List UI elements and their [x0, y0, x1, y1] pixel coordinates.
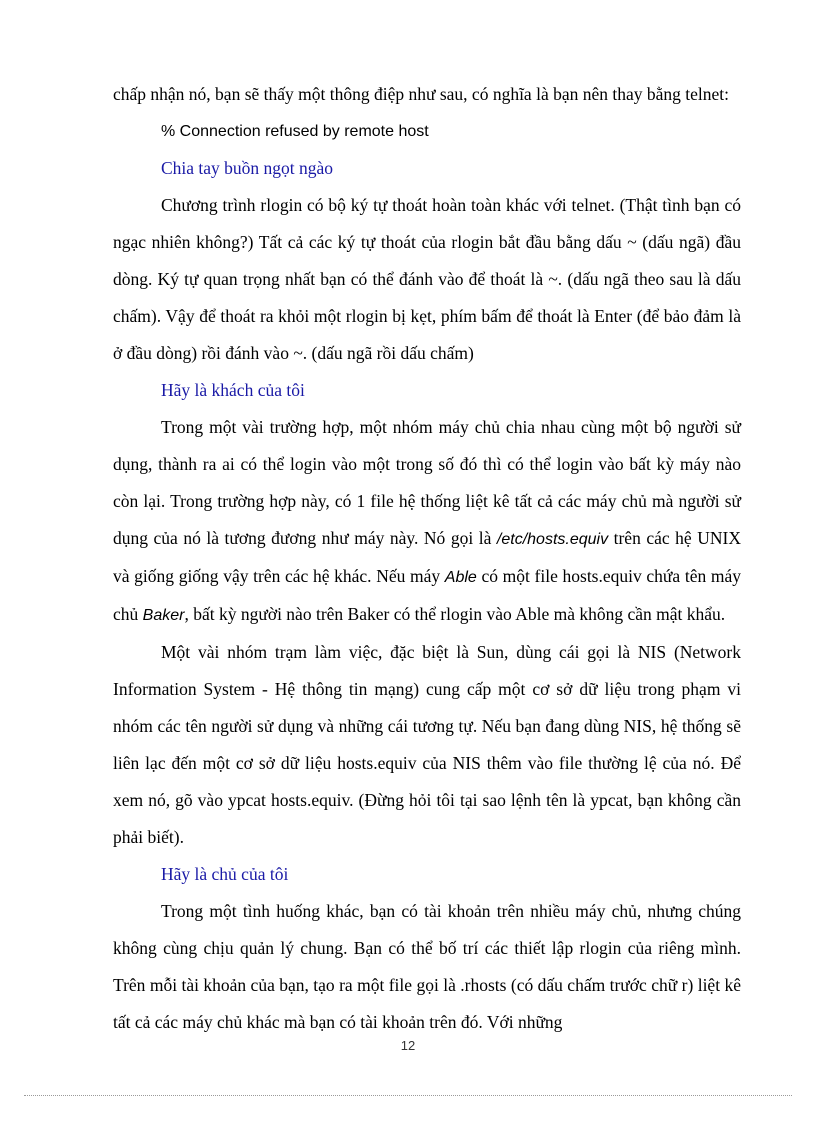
paragraph-3-part-a: Trong một vài trường hợp, một nhóm máy chủ chia nhau cùng một bộ người sử dụng, thành ra ai có thể login vào một trong số đó thì có thể login vào bất kỳ máy nào còn lại. Trong trường hợp này, có 1 file hệ thống liệt kê tất cả các máy chủ mà người sử dụng của nó là tương đương như máy này. Nó gọi là — [113, 417, 741, 548]
section-heading-chia-tay: Chia tay buồn ngọt ngào — [161, 158, 334, 178]
page-bottom-border — [24, 1095, 792, 1096]
hosts-equiv-path: /etc/hosts.equiv — [496, 531, 609, 548]
page-number: 12 — [400, 1038, 416, 1053]
code-line: % Connection refused by remote host — [161, 123, 429, 140]
page-body — [113, 76, 741, 1041]
paragraph-2: Chương trình rlogin có bộ ký tự thoát hoàn toàn khác với telnet. (Thật tình bạn có ngạc nhiên không?) Tất cả các ký tự thoát của rlogin bắt đầu bằng dấu ~ (dấu ngã) đầu dòng. Ký tự quan trọng nhất bạn có thể đánh vào để thoát là ~. (dấu ngã theo sau là dấu chấm). Vậy để thoát ra khỏi một rlogin bị kẹt, phím bấm để thoát là Enter (để bảo đảm là ở đầu dòng) rồi đánh vào ~. (dấu ngã rồi dấu chấm) — [113, 195, 741, 363]
host-name-able: Able — [444, 569, 477, 586]
paragraph-3-part-d: , bất kỳ người nào trên Baker có thể rlogin vào Able mà không cần mật khẩu. — [184, 604, 726, 624]
paragraph-3-part-b: trên các hệ UNIX và giống giống vậy trên các hệ khác. Nếu máy — [113, 528, 741, 586]
host-name-baker: Baker — [142, 607, 185, 624]
paragraph-3-part-c: có một file hosts.equiv chứa tên máy chủ — [113, 566, 741, 624]
paragraph-4: Một vài nhóm trạm làm việc, đặc biệt là Sun, dùng cái gọi là NIS (Network Information System - Hệ thông tin mạng) cung cấp một cơ sở dữ liệu trong phạm vi nhóm các tên người sử dụng và những cái tương tự. Nếu bạn đang dùng NIS, hệ thống sẽ liên lạc đến một cơ sở dữ liệu hosts.equiv của NIS thêm vào file thường lệ của nó. Để xem nó, gõ vào ypcat hosts.equiv. (Đừng hỏi tôi tại sao lệnh tên là ypcat, bạn không cần phải biết). — [113, 642, 741, 847]
section-heading-hay-la-khach: Hãy là khách của tôi — [161, 380, 305, 400]
paragraph-1: chấp nhận nó, bạn sẽ thấy một thông điệp như sau, có nghĩa là bạn nên thay bằng telnet: — [113, 84, 729, 104]
section-heading-hay-la-chu: Hãy là chủ của tôi — [161, 864, 289, 884]
paragraph-5: Trong một tình huống khác, bạn có tài khoản trên nhiều máy chủ, nhưng chúng không cùng chịu quản lý chung. Bạn có thể bố trí các thiết lập rlogin của riêng mình. Trên mỗi tài khoản của bạn, tạo ra một file gọi là .rhosts (có dấu chấm trước chữ r) liệt kê tất cả các máy chủ khác mà bạn có tài khoản trên đó. Với những — [113, 901, 741, 1032]
paragraph-3 — [113, 409, 741, 634]
